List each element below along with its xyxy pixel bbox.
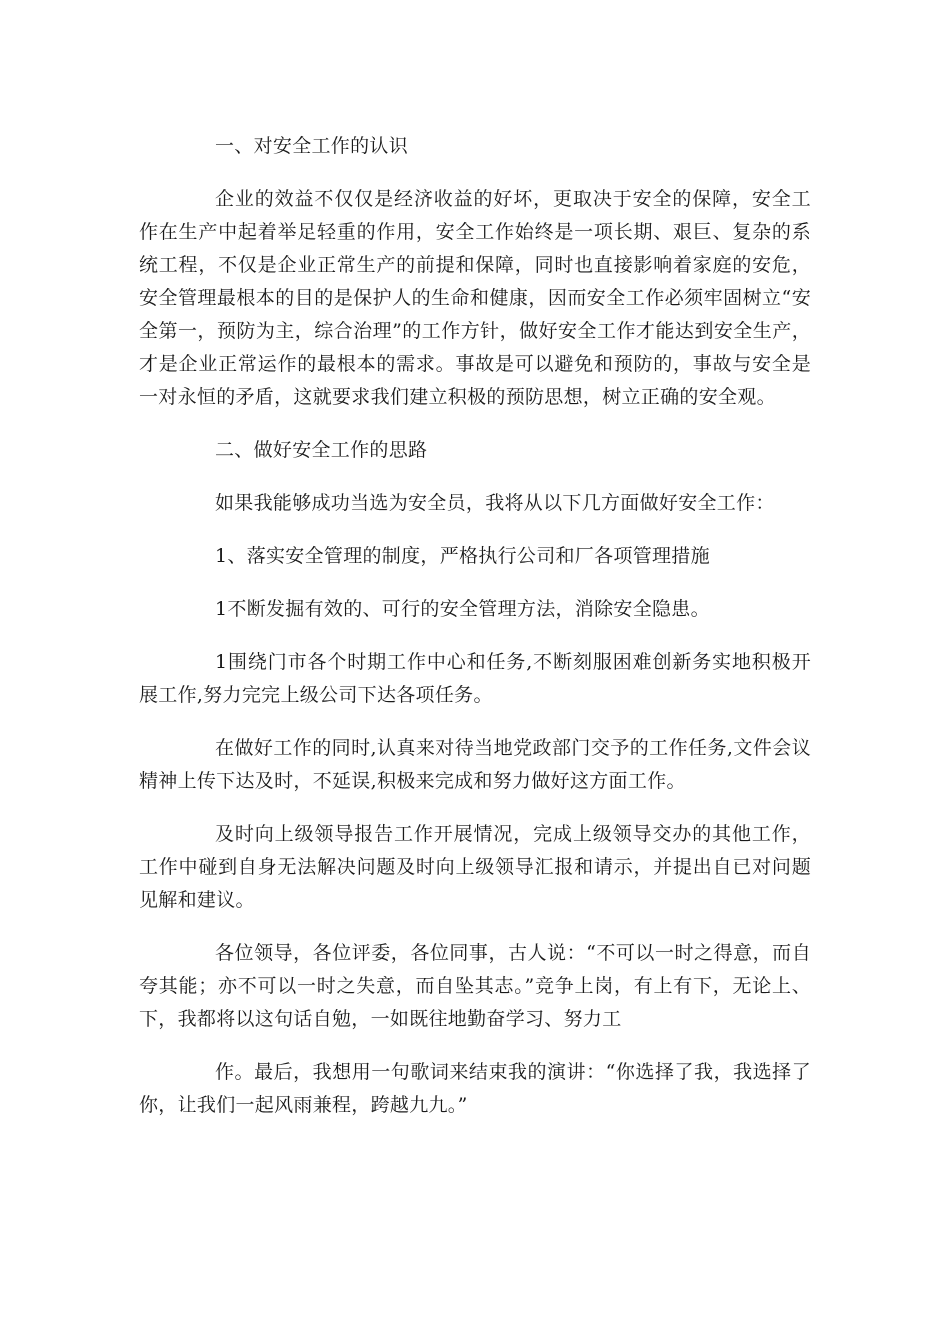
- paragraph-intro-plan: 如果我能够成功当选为安全员，我将从以下几方面做好安全工作：: [215, 492, 775, 514]
- paragraph-work-tasks: 在做好工作的同时,认真来对待当地党政部门交予的工作任务,文件会议精神上传下达及时，不延误,积极来完成和努力做好这方面工作。: [139, 737, 811, 792]
- section-heading-2: 二、做好安全工作的思路: [215, 439, 428, 461]
- paragraph-item-1a: 1不断发掘有效的、可行的安全管理方法，消除安全隐患。: [215, 598, 710, 620]
- paragraph-item-1b: 1围绕门市各个时期工作中心和任务,不断刻服困难创新务实地积极开展工作,努力完完上级公司下达各项任务。: [139, 651, 811, 706]
- document-page: [139, 130, 811, 1122]
- section-heading-1: 一、对安全工作的认识: [215, 135, 409, 157]
- paragraph-safety-awareness: 企业的效益不仅仅是经济收益的好坏，更取决于安全的保障，安全工作在生产中起着举足轻重的作用，安全工作始终是一项长期、艰巨、复杂的系统工程，不仅是企业正常生产的前提和保障，同时也直接影响着家庭的安危，安全管理最根本的目的是保护人的生命和健康，因而安全工作必须牢固树立“安全第一，预防为主，综合治理”的工作方针，做好安全工作才能达到安全生产，才是企业正常运作的最根本的需求。事故是可以避免和预防的，事故与安全是一对永恒的矛盾，这就要求我们建立积极的预防思想，树立正确的安全观。: [139, 188, 811, 408]
- paragraph-item-1: 1、落实安全管理的制度，严格执行公司和厂各项管理措施: [215, 545, 710, 567]
- paragraph-closing-2: 作。最后，我想用一句歌词来结束我的演讲：“你选择了我，我选择了你，让我们一起风雨兼程，跨越九九。”: [139, 1061, 811, 1116]
- paragraph-closing-1: 各位领导，各位评委，各位同事，古人说：“不可以一时之得意，而自夸其能；亦不可以一时之失意，而自坠其志。”竞争上岗，有上有下，无论上、下，我都将以这句话自勉，一如既往地勤奋学习、努力工: [139, 942, 811, 1030]
- paragraph-reporting: 及时向上级领导报告工作开展情况，完成上级领导交办的其他工作，工作中碰到自身无法解决问题及时向上级领导汇报和请示，并提出自已对问题见解和建议。: [139, 823, 811, 911]
